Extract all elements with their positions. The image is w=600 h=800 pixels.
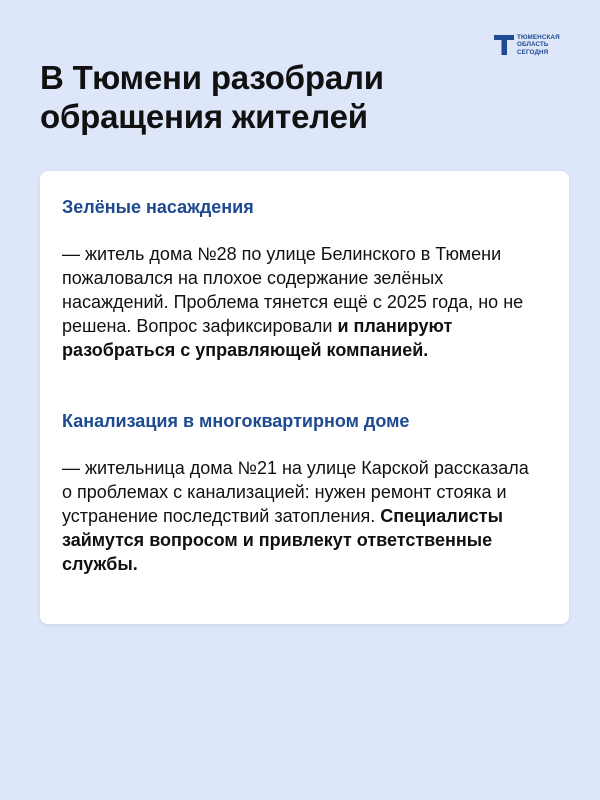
section-body-emphasis: и планируют разобраться с управляющей компанией. — [62, 316, 453, 360]
content-card — [40, 171, 569, 624]
brand-line-3: СЕГОДНЯ — [517, 48, 549, 56]
brand-line-1: ТЮМЕНСКАЯ — [517, 34, 560, 41]
section-body — [62, 242, 542, 362]
brand-name — [517, 34, 560, 56]
page-title-line-2: обращения жителей — [40, 98, 368, 135]
section-title: Зелёные насаждения — [62, 197, 254, 217]
section-body-text: — житель дома №28 по улице Белинского в Тюмени пожаловался на плохое содержание зелёных насаждений. Проблема тянется ещё с 2025 года, но не решена. Вопрос зафиксировали — [62, 244, 524, 336]
page-title — [40, 58, 480, 136]
page-title-line-1: В Тюмени разобрали — [40, 59, 384, 96]
section-body-text: — жительница дома №21 на улице Карской рассказала о проблемах с канализацией: нужен ремонт стояка и устранение последствий затопления. — [62, 458, 529, 526]
section-sewerage — [62, 409, 542, 576]
brand-line-2: ОБЛАСТЬ — [517, 41, 549, 49]
section-green-spaces — [62, 195, 542, 362]
section-body-emphasis: Специалисты займутся вопросом и привлекут ответственные службы. — [62, 506, 503, 574]
brand-logo — [494, 34, 560, 56]
t-letter-logo-icon — [494, 34, 514, 56]
section-title: Канализация в многоквартирном доме — [62, 411, 410, 431]
section-body — [62, 456, 542, 576]
